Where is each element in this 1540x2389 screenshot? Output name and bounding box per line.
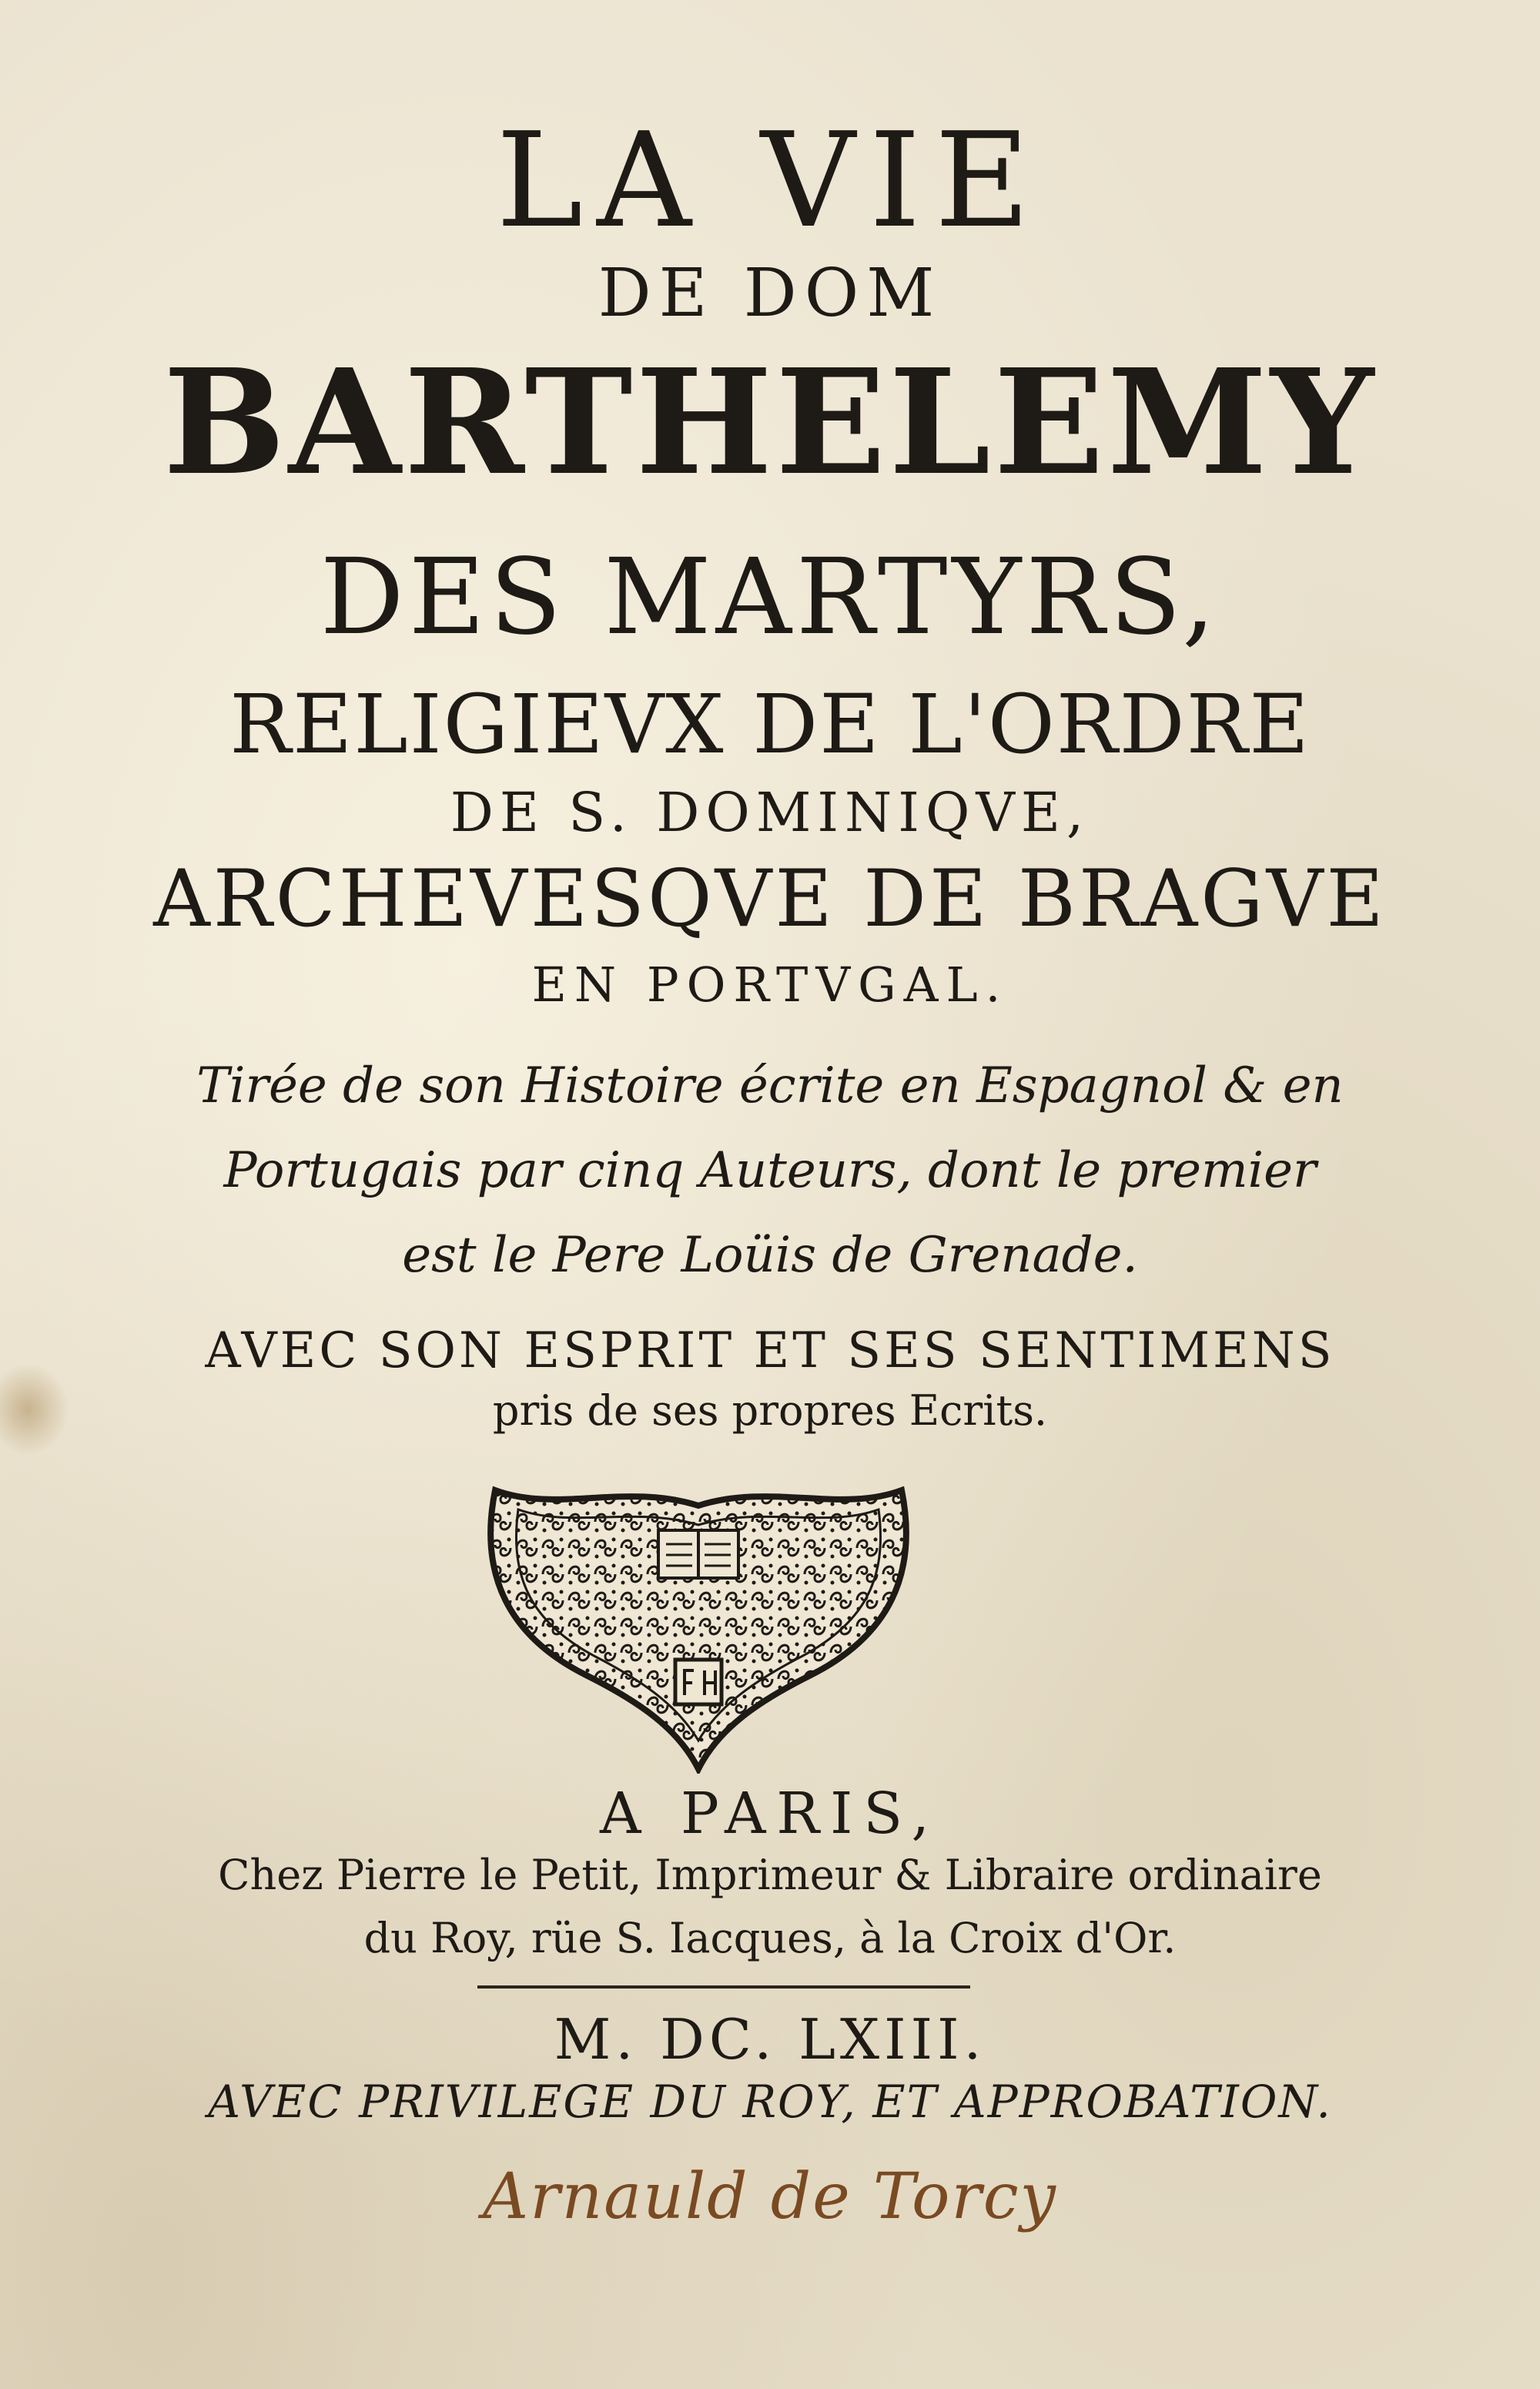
owner-signature: Arnauld de Torcy [483, 2160, 1057, 2233]
divider-rule [477, 1985, 970, 1989]
privilege-line: AVEC PRIVILEGE DU ROY, ET APPROBATION. [208, 2076, 1332, 2128]
title-line-la-vie: LA VIE [496, 105, 1044, 257]
title-line-barthelemy: BARTHELEMY [162, 337, 1378, 508]
title-line-dominique: DE S. DOMINIQVE, [450, 781, 1090, 844]
subtitle-line-1: Tirée de son Histoire écrite en Espagnol & en [196, 1057, 1344, 1114]
publication-year: M. DC. LXIII. [554, 2007, 986, 2072]
imprint-line-1: Chez Pierre le Petit, Imprimeur & Libraire ordinaire [218, 1851, 1322, 1899]
title-line-des-martyrs: DES MARTYRS, [320, 537, 1220, 658]
imprint-city: A PARIS, [600, 1781, 940, 1847]
addendum-line-2: pris de ses propres Ecrits. [492, 1386, 1048, 1435]
title-line-portugal: EN PORTVGAL. [531, 957, 1009, 1013]
title-line-archevesque: ARCHEVESQVE DE BRAGVE [153, 853, 1387, 945]
title-line-de-dom: DE DOM [598, 255, 942, 332]
printers-device-ornament-icon [487, 1483, 909, 1774]
imprint-line-2: du Roy, rüe S. Iacques, à la Croix d'Or. [363, 1914, 1177, 1962]
subtitle-line-2: Portugais par cinq Auteurs, dont le premier [223, 1142, 1317, 1199]
title-line-religieux: RELIGIEVX DE L'ORDRE [229, 677, 1311, 772]
subtitle-line-3: est le Pere Loüis de Grenade. [402, 1227, 1138, 1284]
addendum-line-1: AVEC SON ESPRIT ET SES SENTIMENS [205, 1322, 1335, 1379]
